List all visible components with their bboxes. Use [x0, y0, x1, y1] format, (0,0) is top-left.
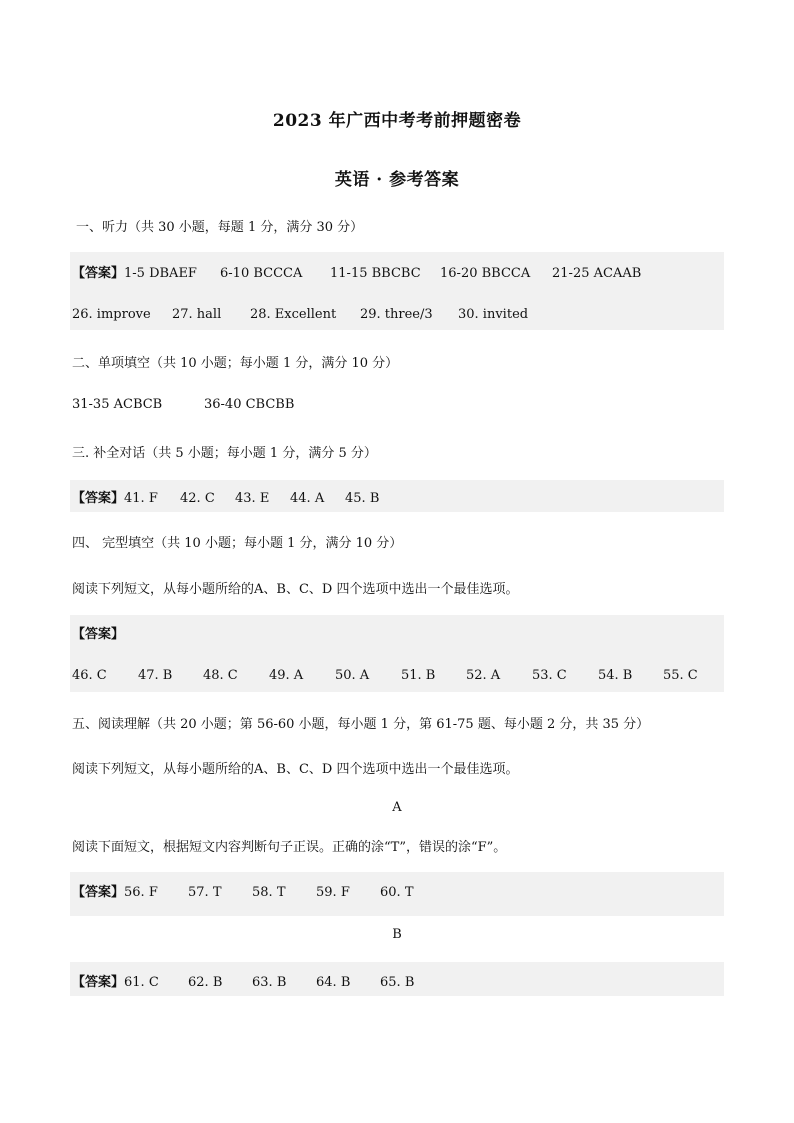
- section-4-instruction: 阅读下列短文，从每小题所给的A、B、C、D 四个选项中选出一个最佳选项。: [72, 582, 519, 597]
- answer-item: 58. T: [252, 885, 286, 900]
- page-subtitle: 英语 · 参考答案: [334, 170, 460, 190]
- answer-item: 55. C: [663, 668, 698, 683]
- section-3-answer-row: [72, 487, 379, 506]
- section-2-answer-row: [72, 397, 294, 412]
- answer-label: 【答案】: [72, 627, 125, 642]
- part-a-answer-band: [70, 872, 724, 916]
- answer-item: 44. A: [290, 491, 325, 506]
- section-4-heading: 四、 完型填空（共 10 小题；每小题 1 分，满分 10 分）: [72, 536, 403, 551]
- part-b-answer-row: [72, 971, 414, 990]
- answer-item: 64. B: [316, 975, 351, 990]
- page-title: 2023 年广西中考考前押题密卷: [272, 111, 522, 131]
- answer-item: 6-10 BCCCA: [220, 266, 303, 281]
- section-1-heading: 一、听力（共 30 小题，每题 1 分，满分 30 分）: [76, 220, 364, 235]
- section-5-instruction: 阅读下列短文，从每小题所给的A、B、C、D 四个选项中选出一个最佳选项。: [72, 762, 519, 777]
- part-b-label: B: [392, 927, 402, 942]
- answer-item: 27. hall: [172, 307, 222, 322]
- section-1-answer-row-2: [72, 307, 528, 322]
- answer-item: 62. B: [188, 975, 223, 990]
- answer-item: 43. E: [235, 491, 270, 506]
- answer-item: 47. B: [138, 668, 173, 683]
- answer-item: 26. improve: [72, 307, 151, 322]
- answer-item: 21-25 ACAAB: [552, 266, 642, 281]
- part-b-answer-band: [70, 962, 724, 996]
- section-2-heading: 二、单项填空（共 10 小题；每小题 1 分，满分 10 分）: [72, 356, 399, 371]
- answer-item: 31-35 ACBCB: [72, 397, 163, 412]
- answer-item: 41. F: [124, 491, 158, 506]
- answer-label: 【答案】: [72, 266, 125, 281]
- answer-label: 【答案】: [72, 975, 125, 990]
- answer-item: 29. three/3: [360, 307, 433, 322]
- part-a-instruction: 阅读下面短文，根据短文内容判断句子正误。正确的涂“T”，错误的涂“F”。: [72, 840, 507, 855]
- part-a-answer-row: [72, 881, 414, 900]
- answer-item: 11-15 BBCBC: [330, 266, 421, 281]
- answer-item: 30. invited: [458, 307, 529, 322]
- answer-item: 54. B: [598, 668, 633, 683]
- answer-item: 63. B: [252, 975, 287, 990]
- answer-item: 1-5 DBAEF: [124, 266, 197, 281]
- answer-item: 53. C: [532, 668, 567, 683]
- section-4-answer-band: [70, 615, 724, 692]
- answer-item: 51. B: [401, 668, 436, 683]
- answer-label: 【答案】: [72, 491, 125, 506]
- answer-item: 59. F: [316, 885, 350, 900]
- answer-item: 61. C: [124, 975, 159, 990]
- answer-item: 65. B: [380, 975, 415, 990]
- answer-item: 56. F: [124, 885, 158, 900]
- section-1-answer-row-1: [72, 262, 641, 281]
- answer-item: 60. T: [380, 885, 414, 900]
- answer-item: 48. C: [203, 668, 238, 683]
- answer-label: 【答案】: [72, 885, 125, 900]
- section-3-answer-band: [70, 480, 724, 512]
- answer-item: 46. C: [72, 668, 107, 683]
- part-a-label: A: [392, 800, 402, 815]
- answer-item: 42. C: [180, 491, 215, 506]
- answer-item: 16-20 BBCCA: [440, 266, 531, 281]
- answer-item: 50. A: [335, 668, 370, 683]
- section-5-heading: 五、阅读理解（共 20 小题；第 56-60 小题，每小题 1 分，第 61-75 题、每小题 2 分，共 35 分）: [72, 717, 650, 732]
- answer-item: 45. B: [345, 491, 380, 506]
- answer-item: 52. A: [466, 668, 501, 683]
- answer-item: 28. Excellent: [250, 307, 337, 322]
- section-1-answer-band: [70, 252, 724, 330]
- answer-item: 57. T: [188, 885, 222, 900]
- answer-item: 49. A: [269, 668, 304, 683]
- section-3-heading: 三. 补全对话（共 5 小题；每小题 1 分，满分 5 分）: [72, 446, 377, 461]
- answer-item: 36-40 CBCBB: [204, 397, 295, 412]
- section-4-answer-row: [72, 668, 698, 683]
